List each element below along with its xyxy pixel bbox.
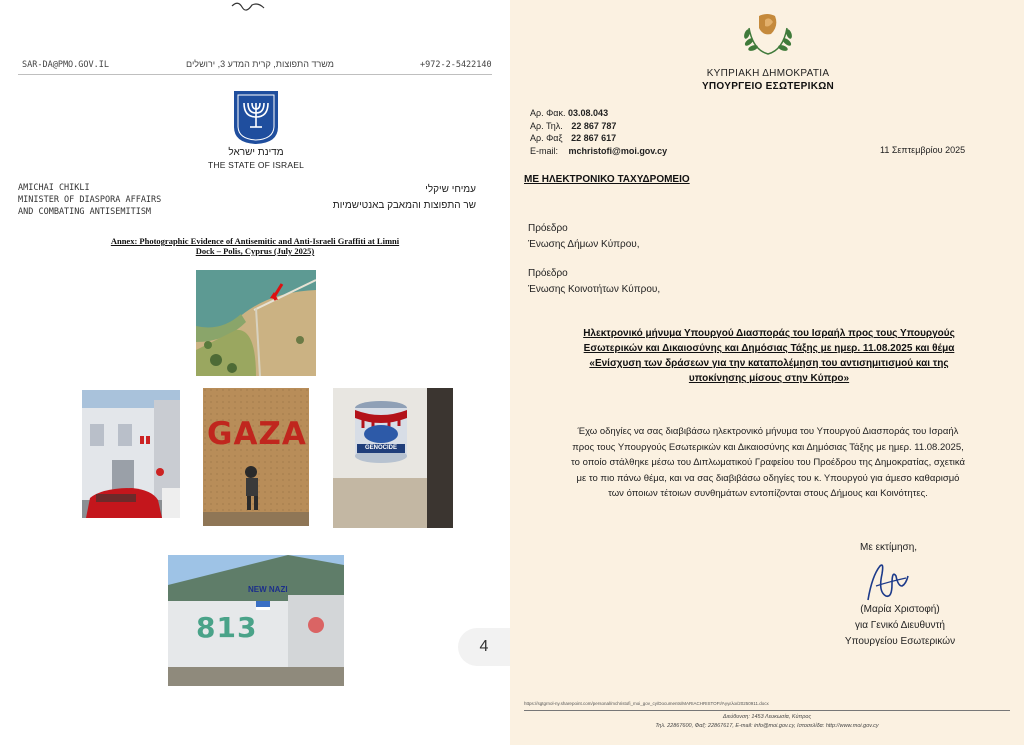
footer-address: Διεύθυνση: 1453 Λευκωσία, Κύπρος [722,714,812,720]
letter-subject [530,326,1008,386]
ref-tel-value: 22 867 787 [571,120,617,131]
ref-tel-label: Αρ. Τηλ. [530,120,563,131]
state-name-english: THE STATE OF ISRAEL [207,160,305,170]
signer-title-2: Υπουργείου Εσωτερικών [844,636,956,647]
handwritten-signature-icon [862,556,914,604]
subject-line-2: Εσωτερικών και Δικαιοσύνης και Δημόσιας Τάξης με ημερ. 11.08.2025 και θέμα [583,343,955,354]
body-line-4: με το πιο πάνω θέμα, και να σας διαβιβάσω οδηγίες του κ. Υπουργού για άμεσο καθαρισμό [576,472,960,484]
recipient-2 [528,266,660,298]
header-divider [18,74,492,75]
recipient-1-line-1: Πρόεδρο [528,223,568,234]
letter-body [520,424,1016,502]
page-number-badge: 4 [458,628,510,666]
cyprus-emblem-icon [739,6,797,58]
header-address: משרד התפוצות, קרית המדע 3, ירושלים [186,59,334,69]
minister-title-en-2: AND COMBATING ANTISEMITISM [18,207,152,217]
top-signature-icon [230,0,270,12]
delivery-method: ΜΕ ΗΛΕΚΤΡΟΝΙΚΟ ΤΑΧΥΔΡΟΜΕΙΟ [524,174,690,185]
annex-title-line-1: Annex: Photographic Evidence of Antisemitic and Anti-Israeli Graffiti at Limni [110,236,400,246]
israel-letter-page [0,0,510,745]
signer-block [800,602,1000,650]
gaza-graffiti-photo [203,388,309,526]
body-line-1: Έχω οδηγίες να σας διαβιβάσω ηλεκτρονικό μήνυμα του Υπουργού Διασποράς του Ισραήλ [577,426,959,437]
subject-line-3: «Ενίσχυση των δράσεων για την καταπολέμηση του αντισημιτισμού και της [589,358,949,369]
recipient-2-line-1: Πρόεδρο [528,268,568,279]
footer-document-path: https://sgtgrnol-ny.sharepoint.com/personal/mchristofi_moi_gov_cy/Documents/MARIACHRISTOFI/Άγγελοι/20250911.docx [524,701,769,706]
annex-title-line-2: Dock – Polis, Cyprus (July 2025) [195,246,315,256]
cyprus-letter-page [510,0,1024,745]
ref-file-label: Αρ. Φακ. [530,108,566,118]
letter-closing: Με εκτίμηση, [860,542,918,553]
email-value: mchristofi@moi.gov.cy [568,145,668,156]
minister-title-he: שר התפוצות והמאבק באנטישמיות [332,200,476,211]
building-photo [82,390,180,518]
header-email: SAR-DA@PMO.GOV.IL [22,60,109,70]
annex-title [80,236,430,256]
recipient-2-line-2: Ένωσης Κοινοτήτων Κύπρου, [528,284,661,295]
minister-block-hebrew [300,182,476,214]
minister-name-he: עמיחי שיקלי [425,184,476,195]
body-line-3: το οποίο στάλθηκε μέσω του Διπλωματικού Γραφείου του Προέδρου της Δημοκρατίας, σχετικά [571,457,965,468]
ref-file-value: 03.08.043 [568,108,609,118]
letter-date: 11 Σεπτεμβρίου 2025 [880,145,966,155]
footer-contact: Τηλ. 22867600, Φαξ: 22867617, E-mail: info@moi.gov.cy, Ιστοσελίδα: http://www.moi.gov.cy [655,723,879,729]
body-line-2: προς τους Υπουργούς Εσωτερικών και Δικαιοσύνης και Δημόσιας Τάξης με ημερ. 11.08.2025, [572,441,964,453]
genocide-sticker-photo [333,388,453,528]
wall-graffiti-photo [168,555,344,686]
minister-block-english [18,182,161,218]
signer-title-1: για Γενικό Διευθυντή [854,620,945,631]
email-label: E-mail: [530,145,559,156]
ref-fax-label: Αρ. Φαξ [530,133,563,143]
subject-line-4: υποκίνησης μίσους στην Κύπρο» [688,373,850,384]
israel-emblem-icon [232,89,280,145]
minister-name-en: AMICHAI CHIKLI [18,183,90,193]
body-line-5: των όποιων τέτοιων συνθημάτων εντοπίζονται στους Δήμους και Κοινότητες. [608,488,928,499]
signer-name: (Μαρία Χριστοφή) [860,604,940,615]
reference-block [530,107,667,157]
ref-fax-value: 22 867 617 [571,133,617,143]
graffiti-813-text: 813 [196,611,258,644]
republic-title: ΚΥΠΡΙΑΚΗ ΔΗΜΟΚΡΑΤΙΑ [706,68,830,79]
genocide-text: GENOCIDE [364,445,397,451]
recipient-1 [528,221,640,253]
recipient-1-line-2: Ένωσης Δήμων Κύπρου, [528,239,640,250]
satellite-photo [196,270,316,376]
subject-line-1: Ηλεκτρονικό μήνυμα Υπουργού Διασποράς του Ισραήλ προς τους Υπουργούς [583,328,955,339]
gaza-graffiti-text: GAZA [207,416,307,452]
footer-divider [524,710,1010,711]
minister-title-en-1: MINISTER OF DIASPORA AFFAIRS [18,195,162,205]
new-nazi-text: NEW NAZI [248,585,288,594]
ministry-title: ΥΠΟΥΡΓΕΙΟ ΕΣΩΤΕΡΙΚΩΝ [701,81,835,92]
state-name-hebrew: מדינת ישראל [228,147,284,158]
header-phone: +972-2-5422140 [420,60,492,70]
